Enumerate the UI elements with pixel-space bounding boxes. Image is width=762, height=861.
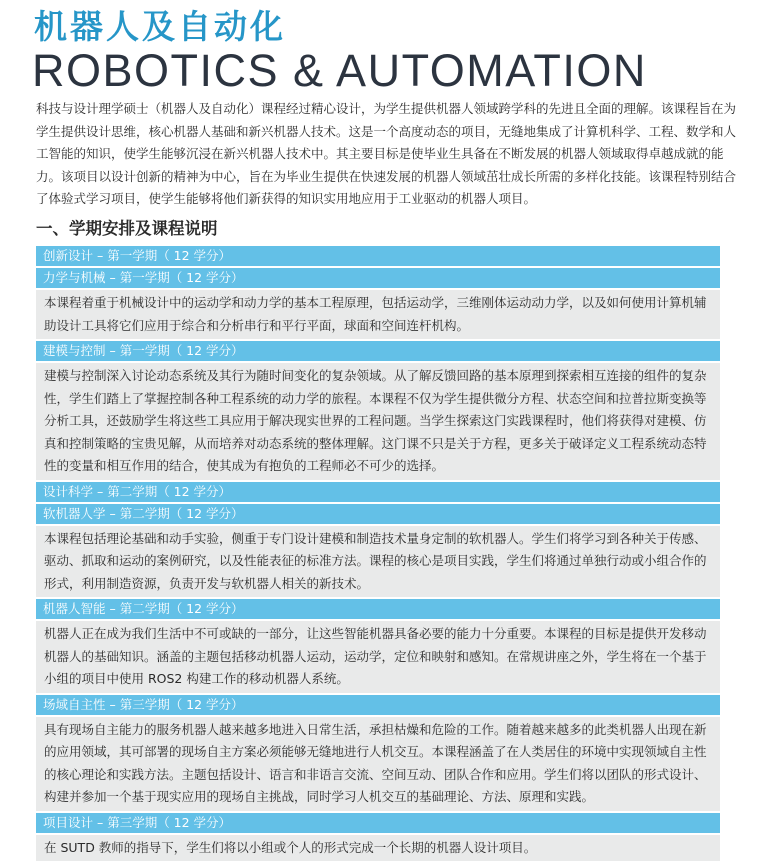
course-title-robot-intelligence: 机器人智能 – 第二学期（ 12 学分） <box>36 599 720 619</box>
course-list <box>36 244 720 861</box>
page-title-english: ROBOTICS & AUTOMATION <box>32 46 647 96</box>
section-heading-semester-schedule: 一、学期安排及课程说明 <box>36 216 218 242</box>
course-title-innovation-design: 创新设计 – 第一学期（ 12 学分） <box>36 246 720 266</box>
course-description-text: 具有现场自主能力的服务机器人越来越多地进入日常生活，承担枯燥和危险的工作。随着越来越多的此类机器人出现在新的应用领域，其可部署的现场自主方案必须能够无缝地进行人机交互。本课程涵盖了在人类居住的环境中实现领域自主性的核心理论和实践方法。主题包括设计、语言和非语言交流、空间互动、团队合作和应用。学生们将以团队的形式设计、构建并参加一个基于现实应用的现场自主挑战，同时学习人机交互的基础理论、方法、原理和实践。 <box>44 719 712 809</box>
course-description-text: 机器人正在成为我们生活中不可或缺的一部分，让这些智能机器具备必要的能力十分重要。本课程的目标是提供开发移动机器人的基础知识。涵盖的主题包括移动机器人运动，运动学，定位和映射和感知。在常规讲座之外，学生将在一个基于小组的项目中使用 ROS2 构建工作的移动机器人系统。 <box>44 623 712 691</box>
course-description-text: 本课程包括理论基础和动手实验，侧重于专门设计建模和制造技术量身定制的软机器人。学生们将学习到各种关于传感、驱动、抓取和运动的案例研究，以及性能表征的标准方法。课程的核心是项目实践，学生们将通过单独行动或小组合作的形式，利用制造资源，负责开发与软机器人相关的新技术。 <box>44 528 712 596</box>
course-title-project-design: 项目设计 – 第三学期（ 12 学分） <box>36 813 720 833</box>
course-description-robot-intelligence <box>36 621 720 693</box>
course-title-soft-robotics: 软机器人学 – 第二学期（ 12 学分） <box>36 504 720 524</box>
page-title-chinese: 机器人及自动化 <box>34 6 286 48</box>
intro-paragraph: 科技与设计理学硕士（机器人及自动化）课程经过精心设计，为学生提供机器人领域跨学科的先进且全面的理解。该课程旨在为学生提供设计思维，核心机器人基础和新兴机器人技术。这是一个高度动态的项目，无缝地集成了计算机科学、工程、数学和人工智能的知识，使学生能够沉浸在新兴机器人技术中。其主要目标是使毕业生具备在不断发展的机器人领域取得卓越成就的能力。该项目以设计创新的精神为中心，旨在为毕业生提供在快速发展的机器人领域茁壮成长所需的多样化技能。该课程特别结合了体验式学习项目，使学生能够将他们新获得的知识实用地应用于工业驱动的机器人项目。 <box>36 98 736 211</box>
course-description-modeling-and-control <box>36 363 720 480</box>
course-description-project-design <box>36 835 720 861</box>
program-introduction <box>36 98 736 211</box>
course-title-mechanics-and-machines: 力学与机械 – 第一学期（ 12 学分） <box>36 268 720 288</box>
course-description-text: 建模与控制深入讨论动态系统及其行为随时间变化的复杂领域。从了解反馈回路的基本原理到探索相互连接的组件的复杂性，学生们踏上了掌握控制各种工程系统的动力学的旅程。本课程不仅为学生提供微分方程、状态空间和拉普拉斯变换等分析工具，还鼓励学生将这些工具应用于解决现实世界的工程问题。当学生探索这门实践课程时，他们将获得对建模、仿真和控制策略的宝贵见解，从而培养对动态系统的整体理解。这门课不只是关于方程，更多关于破译定义工程系统动态特性的变量和相互作用的结合，使其成为有抱负的工程师必不可少的选择。 <box>44 365 712 478</box>
course-description-mechanics-and-machines <box>36 290 720 339</box>
course-description-field-autonomy <box>36 717 720 811</box>
course-title-modeling-and-control: 建模与控制 – 第一学期（ 12 学分） <box>36 341 720 361</box>
course-description-text: 本课程着重于机械设计中的运动学和动力学的基本工程原理，包括运动学，三维刚体运动动力学，以及如何使用计算机辅助设计工具将它们应用于综合和分析串行和平行平面，球面和空间连杆机构。 <box>44 292 712 337</box>
course-title-design-science: 设计科学 – 第二学期（ 12 学分） <box>36 482 720 502</box>
course-title-field-autonomy: 场域自主性 – 第三学期（ 12 学分） <box>36 695 720 715</box>
course-description-text: 在 SUTD 教师的指导下，学生们将以小组或个人的形式完成一个长期的机器人设计项目。 <box>44 837 712 860</box>
course-description-soft-robotics <box>36 526 720 598</box>
